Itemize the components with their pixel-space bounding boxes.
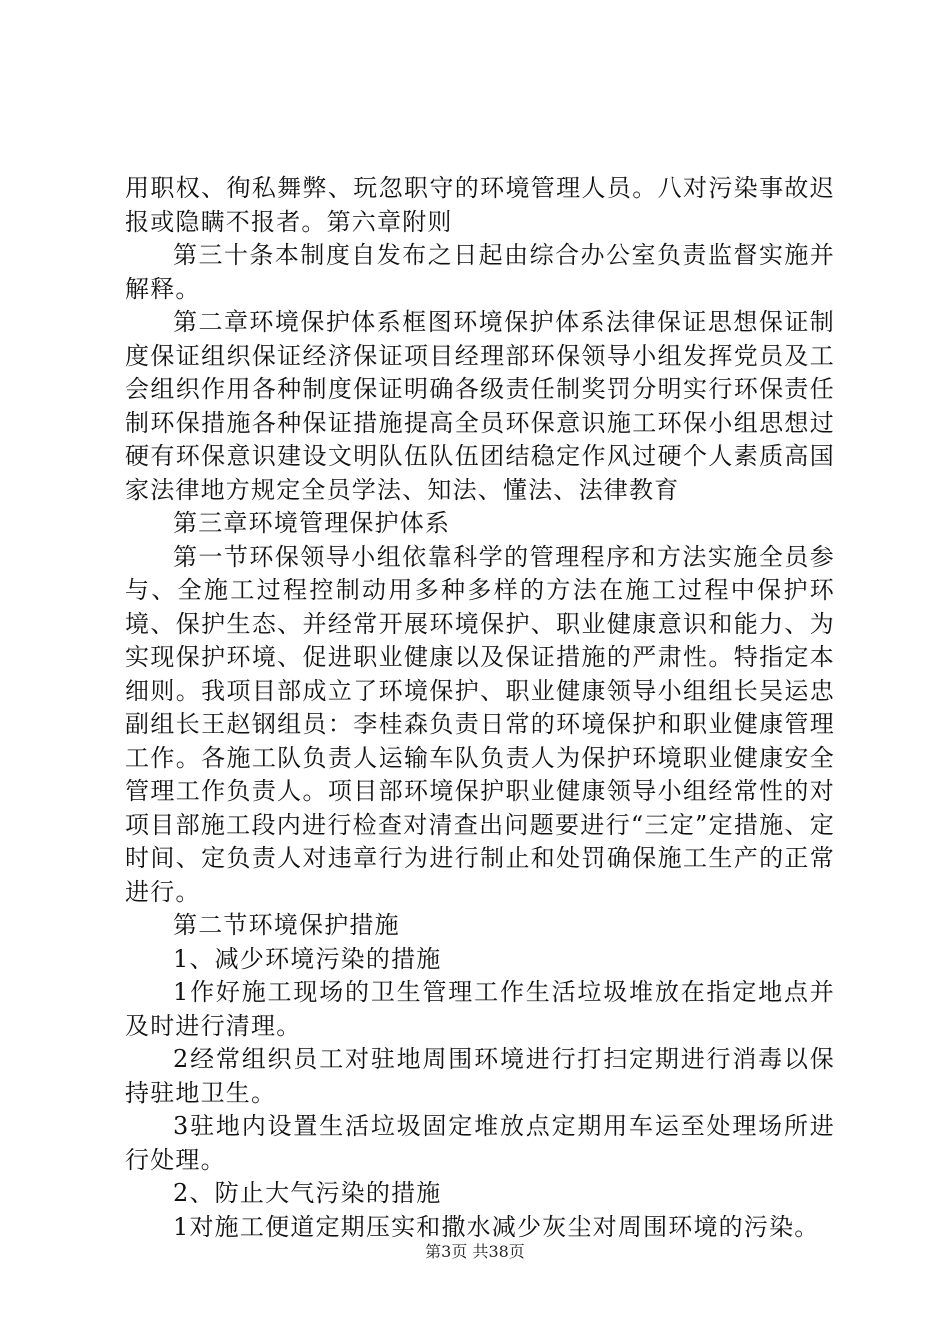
list-item: 2经常组织员工对驻地周围环境进行打扫定期进行消毒以保持驻地卫生。: [125, 1045, 835, 1107]
heading-chapter-3: 第三章环境管理保护体系: [173, 509, 451, 537]
list-item: 1对施工便道定期压实和撒水减少灰尘对周围环境的污染。: [173, 1212, 820, 1241]
paragraph-continued: 用职权、徇私舞弊、玩忽职守的环境管理人员。八对污染事故迟报或隐瞒不报者。第六章附则: [125, 174, 835, 236]
heading-item-1: 1、减少环境污染的措施: [173, 944, 442, 973]
heading-item-2: 2、防止大气污染的措施: [173, 1179, 442, 1207]
paragraph-section-1: 第一节环保领导小组依靠科学的管理程序和方法实施全员参与、全施工过程控制动用多种多样的方法在施工过程中保护环境、保护生态、并经常开展环境保护、职业健康意识和能力、为实现保护环境、促进职业健康以及保证措施的严肃性。特指定本细则。我项目部成立了环境保护、职业健康领导小组组长吴运忠副组长王赵钢组员：李桂森负责日常的环境保护和职业健康管理工作。各施工队负责人运输车队负责人为保护环境职业健康安全管理工作负责人。项目部环境保护职业健康领导小组经常性的对项目部施工段内进行检查对清查出问题要进行“三定”定措施、定时间、定负责人对违章行为进行制止和处罚确保施工生产的正常进行。: [125, 542, 835, 906]
paragraph-article-30: 第三十条本制度自发布之日起由综合办公室负责监督实施并解释。: [125, 241, 835, 303]
page-number-footer: 第3页 共38页: [425, 1242, 525, 1261]
list-item: 1作好施工现场的卫生管理工作生活垃圾堆放在指定地点并及时进行清理。: [125, 978, 835, 1040]
heading-section-2: 第二节环境保护措施: [173, 911, 400, 939]
document-body: [125, 172, 835, 1244]
list-item: 3驻地内设置生活垃圾固定堆放点定期用车运至处理场所进行处理。: [125, 1112, 835, 1174]
paragraph-chapter-2: 第二章环境保护体系框图环境保护体系法律保证思想保证制度保证组织保证经济保证项目经理部环保领导小组发挥党员及工会组织作用各种制度保证明确各级责任制奖罚分明实行环保责任制环保措施各种保证措施提高全员环保意识施工环保小组思想过硬有环保意识建设文明队伍队伍团结稳定作风过硬个人素质高国家法律地方规定全员学法、知法、懂法、法律教育: [125, 308, 835, 504]
